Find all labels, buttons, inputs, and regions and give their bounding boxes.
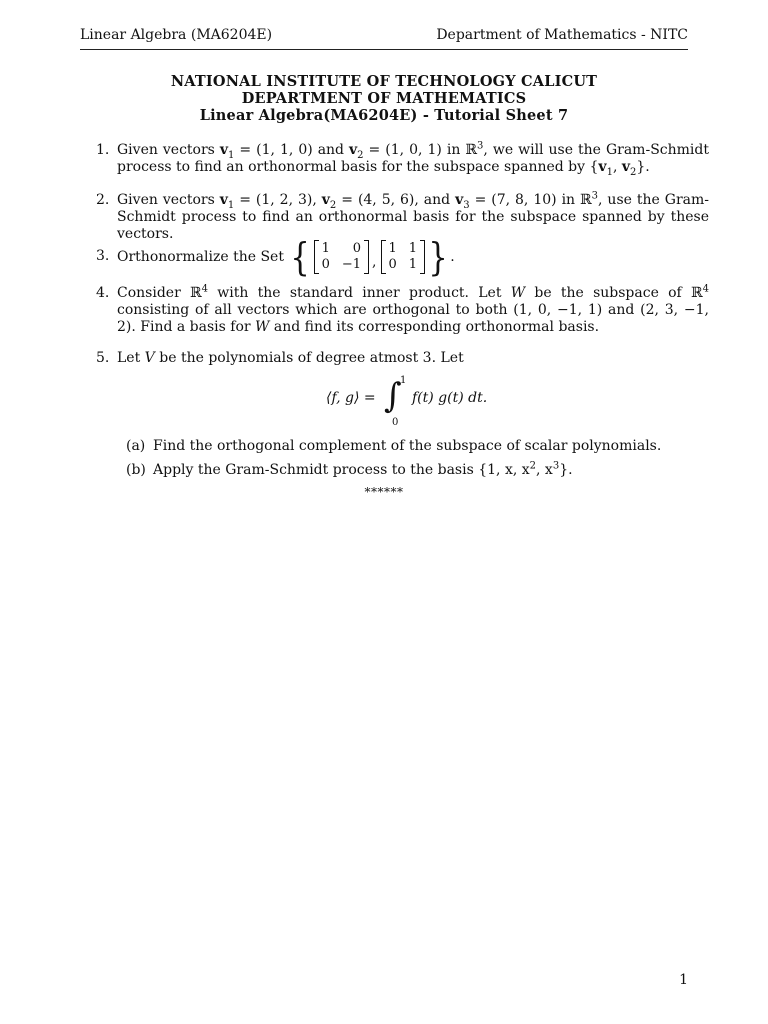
question-number: 5. xyxy=(96,350,110,366)
question-text: , we will use the Gram-Schmidt process to find an orthonormal basis for the subspace spanned by { xyxy=(117,142,709,175)
separator: , xyxy=(612,159,622,175)
subquestion-text: }. xyxy=(559,462,573,478)
matrix-entries xyxy=(319,241,364,273)
question-text: and find its corresponding orthonormal basis. xyxy=(269,319,600,335)
upper-limit: 1 xyxy=(400,375,407,386)
matrix-entry: 1 xyxy=(388,241,397,256)
question-text: = (4, 5, 6), and xyxy=(336,192,456,208)
question-text: = (1, 2, 3), xyxy=(234,192,322,208)
right-bracket xyxy=(420,240,425,274)
vector-symbol: v xyxy=(598,159,607,175)
question-text: }. xyxy=(636,159,650,175)
matrix-entry: 0 xyxy=(388,257,397,272)
subscript: 1 xyxy=(606,166,613,178)
question-number: 2. xyxy=(96,192,110,208)
question-text: , use the Gram-Schmidt process to find an orthonormal basis for the subspace spanned by these vectors. xyxy=(117,192,709,242)
vector-symbol: v xyxy=(219,142,228,158)
question-text: consisting of all vectors which are orthogonal to both (1, 0, −1, 1) and (2, 3, −1, 2). Find a basis for xyxy=(117,302,709,335)
matrix-entry: 1 xyxy=(408,241,418,256)
superscript: 3 xyxy=(552,460,560,472)
question-number: 3. xyxy=(96,248,110,264)
subspace-symbol: W xyxy=(255,319,270,335)
question-text: = (1, 1, 0) and xyxy=(234,142,350,158)
vector-symbol: v xyxy=(321,192,330,208)
question-text: Consider ℝ xyxy=(117,285,202,301)
space-symbol: V xyxy=(144,350,155,366)
department-title: DEPARTMENT OF MATHEMATICS xyxy=(241,90,527,107)
institute-title: NATIONAL INSTITUTE OF TECHNOLOGY CALICUT xyxy=(170,73,598,90)
close-brace: } xyxy=(428,235,448,279)
page-number: 1 xyxy=(679,972,688,988)
question-number: 1. xyxy=(96,142,110,158)
matrix-2 xyxy=(381,240,426,274)
matrix-set xyxy=(117,236,709,278)
header-department: Department of Mathematics - NITC xyxy=(436,27,688,43)
question-number: 4. xyxy=(96,285,110,301)
title-block xyxy=(80,73,688,124)
superscript: 4 xyxy=(201,283,209,295)
question-4 xyxy=(96,285,709,336)
sheet-title: Linear Algebra(MA6204E) - Tutorial Sheet 7 xyxy=(199,107,569,124)
superscript: 3 xyxy=(591,190,599,202)
subquestion-a xyxy=(126,438,686,455)
question-1 xyxy=(96,142,709,176)
inner-product-formula xyxy=(326,372,546,428)
subscript: 1 xyxy=(228,149,235,161)
matrix-entry: 1 xyxy=(408,257,418,272)
subspace-symbol: W xyxy=(510,285,526,301)
subscript: 2 xyxy=(357,149,364,161)
question-text: = (7, 8, 10) in ℝ xyxy=(469,192,592,208)
vector-symbol: v xyxy=(349,142,358,158)
vector-symbol: v xyxy=(455,192,464,208)
question-text: Orthonormalize the Set xyxy=(117,248,289,265)
question-3 xyxy=(96,236,709,278)
subquestion-b xyxy=(126,462,686,479)
question-text: be the subspace of ℝ xyxy=(525,285,703,301)
question-text: with the standard inner product. Let xyxy=(208,285,511,301)
superscript: 4 xyxy=(702,283,709,295)
right-bracket xyxy=(364,240,369,274)
question-text: Given vectors xyxy=(117,192,220,208)
matrix-entries xyxy=(386,241,421,273)
lower-limit: 0 xyxy=(392,417,399,428)
end-marker: ****** xyxy=(364,485,404,499)
matrix-1 xyxy=(314,240,369,274)
subscript: 2 xyxy=(629,166,637,178)
question-text: Given vectors xyxy=(117,142,220,158)
running-header xyxy=(80,27,688,50)
question-text: = (1, 0, 1) in ℝ xyxy=(363,142,477,158)
formula-lhs: ⟨f, g⟩ = xyxy=(326,390,376,406)
matrix-separator: , xyxy=(372,253,377,270)
matrix-entry: 0 xyxy=(321,257,330,272)
question-text: Let xyxy=(117,350,145,366)
subquestion-text: Apply the Gram-Schmidt process to the basis {1, x, x xyxy=(153,462,530,478)
question-text: be the polynomials of degree atmost 3. Let xyxy=(154,350,464,366)
vector-symbol: v xyxy=(219,192,228,208)
superscript: 2 xyxy=(529,460,537,472)
matrix-entry: 0 xyxy=(352,241,362,256)
open-brace: { xyxy=(290,235,311,279)
subquestion-label: (b) xyxy=(126,462,146,478)
vector-symbol: v xyxy=(621,159,630,175)
matrix-entry: −1 xyxy=(341,257,362,272)
subscript: 3 xyxy=(463,199,470,211)
superscript: 3 xyxy=(477,140,484,152)
subquestion-text: Find the orthogonal complement of the subspace of scalar polynomials. xyxy=(153,438,662,454)
header-course: Linear Algebra (MA6204E) xyxy=(80,27,273,43)
question-5 xyxy=(96,350,709,367)
period: . xyxy=(450,248,455,265)
subquestion-text: , x xyxy=(536,462,553,478)
subquestion-label: (a) xyxy=(126,438,146,454)
subscript: 1 xyxy=(227,199,235,211)
matrix-entry: 1 xyxy=(321,241,330,256)
subscript: 2 xyxy=(329,199,337,211)
formula-rhs: f(t) g(t) dt. xyxy=(412,390,488,406)
integral-symbol: ∫ xyxy=(384,376,402,416)
